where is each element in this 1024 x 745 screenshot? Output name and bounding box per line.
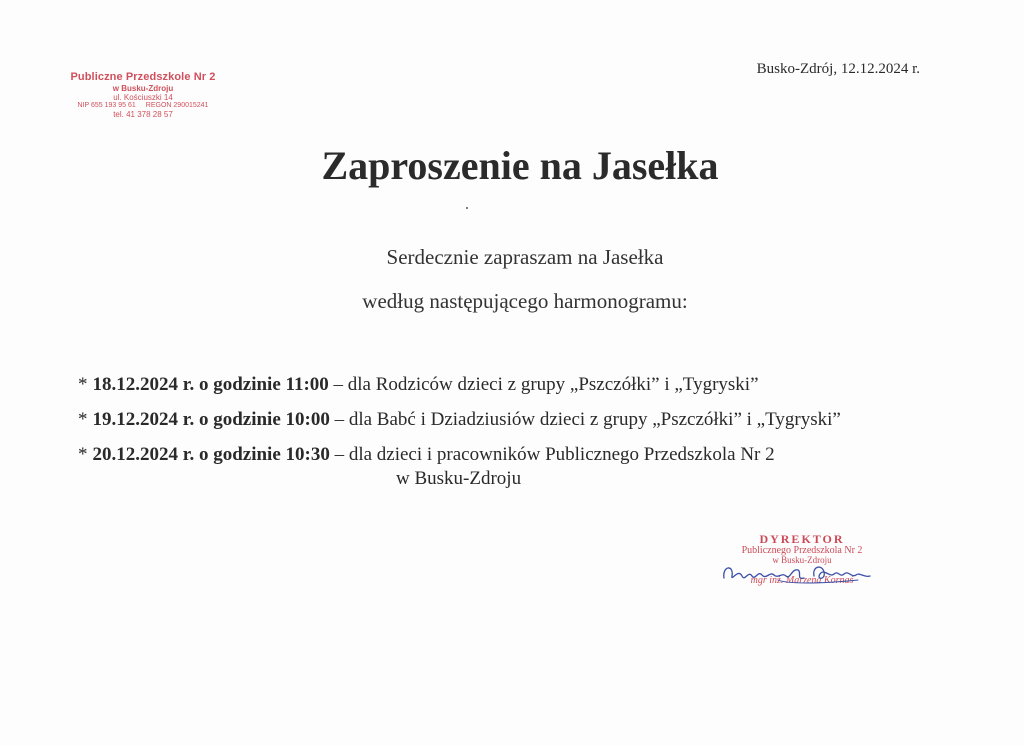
school-stamp-town: w Busku-Zdroju bbox=[112, 83, 174, 93]
page-title: Zaproszenie na Jasełka bbox=[321, 143, 719, 188]
intro-line-2: według następującego harmonogramu: bbox=[362, 289, 688, 313]
director-stamp-town: w Busku-Zdroju bbox=[772, 555, 832, 566]
director-stamp-title: DYREKTOR bbox=[759, 532, 845, 546]
schedule-desc: – dla dzieci i pracowników Publicznego Przedszkola Nr 2 bbox=[329, 444, 775, 465]
director-stamp-org: Publicznego Przedszkola Nr 2 bbox=[741, 544, 863, 556]
schedule-when: 18.12.2024 r. o godzinie 11:00 bbox=[92, 374, 329, 395]
schedule-desc: – dla Babć i Dziadziusiów dzieci z grupy „Pszczółki” i „Tygryski” bbox=[329, 409, 841, 430]
schedule-continuation: w Busku-Zdroju bbox=[396, 468, 522, 489]
schedule-item bbox=[78, 407, 841, 442]
school-stamp bbox=[58, 71, 228, 119]
schedule-bullet: * bbox=[78, 444, 88, 465]
schedule-when: 19.12.2024 r. o godzinie 10:00 bbox=[92, 409, 330, 430]
schedule-bullet: * bbox=[78, 374, 88, 395]
date-line: Busko-Zdrój, 12.12.2024 r. bbox=[756, 61, 920, 77]
scan-speck bbox=[466, 207, 468, 209]
school-stamp-street: ul. Kościuszki 14 bbox=[113, 92, 173, 102]
director-stamp-name: mgr inż. Marzena Kornaś bbox=[750, 574, 854, 586]
schedule-item bbox=[78, 372, 841, 407]
schedule-when: 20.12.2024 r. o godzinie 10:30 bbox=[92, 444, 330, 465]
schedule-desc: – dla Rodziców dzieci z grupy „Pszczółki” i „Tygryski” bbox=[328, 374, 759, 395]
school-stamp-nip: NIP 655 193 95 61 bbox=[77, 102, 136, 110]
school-stamp-regon: REGON 290015241 bbox=[145, 102, 209, 110]
intro-line-1: Serdecznie zapraszam na Jasełka bbox=[386, 245, 664, 269]
school-stamp-ids bbox=[58, 102, 228, 110]
schedule-bullet: * bbox=[78, 409, 88, 430]
school-stamp-tel: tel. 41 378 28 57 bbox=[113, 110, 173, 120]
school-stamp-name: Publiczne Przedszkole Nr 2 bbox=[70, 71, 216, 83]
schedule-list bbox=[78, 372, 841, 491]
handwritten-signature bbox=[718, 555, 883, 588]
